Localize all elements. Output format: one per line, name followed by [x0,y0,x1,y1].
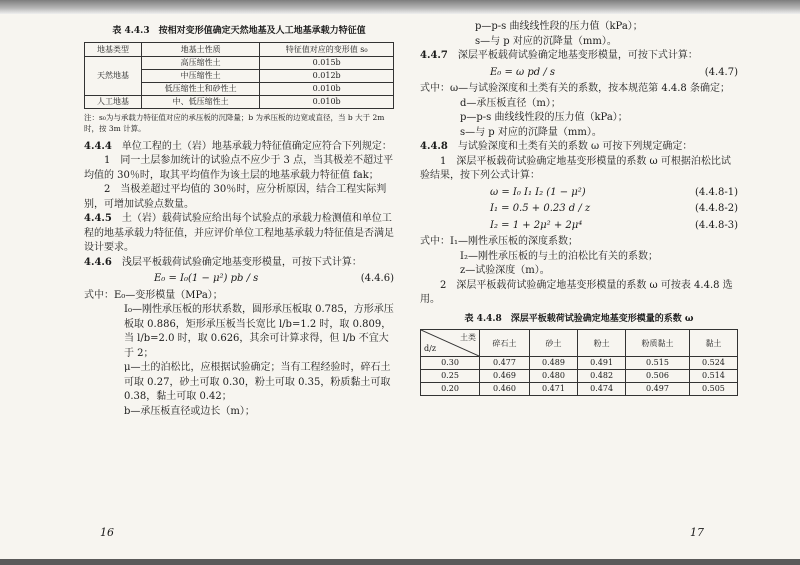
clause-number: 4.4.7 [420,50,448,61]
definition-p: p—p-s 曲线线性段的压力值（kPa）； [475,21,643,32]
definition-s2: s—与 p 对应的沉降量（mm）。 [460,126,602,138]
table-cell: 0.469 [480,370,530,383]
table-443 [84,42,394,109]
equation-446 [84,272,394,287]
table-cell: 0.20 [421,383,480,396]
clause-444-item-2: 2 当极差超过平均值的 30％时，应分析原因，结合工程实际判别，可增加试验点数量。 [84,184,387,210]
diagonal-header-cell [421,330,480,357]
equation-number: (4.4.8-1) [695,186,738,198]
clause-444-text: 单位工程的土（岩）地基承载力特征值确定应符合下列规定： [121,140,392,152]
clause-447-text: 深层平板载荷试验确定地基变形模量，可按下式计算： [457,50,698,61]
table-row [421,357,738,370]
equation-number: (4.4.7) [704,66,738,78]
table-header: 砂土 [529,330,577,357]
table-cell: 0.012b [260,69,394,82]
right-page [420,20,738,540]
table-443-caption: 表 4.4.3 按相对变形值确定天然地基及人工地基承载力特征值 [112,26,366,36]
definition-E0: 式中：E₀—变形模量（MPa）； [84,289,223,301]
equation-body: E₀ = ω pd / s [490,66,556,78]
equation-447 [420,66,738,81]
table-cell: 0.514 [689,370,737,383]
table-cell: 0.010b [260,95,394,108]
table-row [85,95,394,108]
table-cell: 0.474 [578,383,626,396]
table-header: 特征值对应的变形值 s₀ [260,42,394,56]
scan-shadow-top [0,0,800,14]
table-row [421,370,738,383]
definition-omega: 式中：ω—与试验深度和土类有关的系数，按本规范第 4.4.8 条确定； [420,83,730,94]
clause-444-item-1: 1 同一土层参加统计的试验点不应少于 3 点，当其极差不超过平均值的 30％时，取其平均值作为该土层的地基承载力特征值 fak； [84,155,394,181]
definition-d: d—承压板直径（m）； [460,97,561,109]
definition-p2: p—p-s 曲线线性段的压力值（kPa）； [460,112,628,123]
equation-body: ω = I₀ I₁ I₂ (1 − μ²) [490,186,586,198]
table-cell: 0.515 [626,357,690,370]
clause-445-text: 土（岩）载荷试验应给出每个试验点的承载力检测值和单位工程的地基承载力特征值，并应评价单位工程地基承载力特征值是否满足设计要求。 [84,213,394,253]
table-cell: 0.482 [578,370,626,383]
clause-number: 4.4.6 [84,256,112,268]
table-cell: 0.506 [626,370,690,383]
table-cell: 0.25 [421,370,480,383]
table-header: 碎石土 [480,330,530,357]
table-cell: 高压缩性土 [141,56,259,69]
table-cell: 中、低压缩性土 [141,95,259,108]
table-cell: 0.010b [260,82,394,95]
equation-body: I₂ = 1 + 2μ² + 2μ⁴ [490,219,583,231]
equation-number: (4.4.8-3) [695,219,738,231]
clause-448-text: 与试验深度和土类有关的系数 ω 可按下列规定确定： [457,141,693,152]
definition-I2: I₂—刚性承压板的与土的泊松比有关的系数； [460,250,658,262]
table-row [85,56,394,69]
table-cell: 0.471 [529,383,577,396]
clause-448-item-2: 2 深层平板载荷试验确定地基变形模量的系数 ω 可按表 4.4.8 选用。 [420,279,733,305]
definition-z: z—试验深度（m）。 [460,265,550,276]
table-443-note: 注：s₀为与承载力特征值对应的承压板的沉降量；b 为承压板的边宽或直径，当 b 大于 2m 时，按 3m 计算。 [84,112,385,133]
clause-number: 4.4.5 [84,213,112,224]
clause-448-item-1: 1 深层平板载荷试验确定地基变形模量的系数 ω 可根据泊松比试验结果，按下列公式计算： [420,155,731,181]
table-cell: 0.497 [626,383,690,396]
table-cell: 0.30 [421,357,480,370]
equation-body: I₁ = 0.5 + 0.23 d / z [490,203,591,214]
table-cell: 0.524 [689,357,737,370]
definition-b: b—承压板直径或边长（m）； [124,405,255,417]
table-header: 粉质黏土 [626,330,690,357]
definition-I0: I₀—刚性承压板的形状系数，圆形承压板取 0.785，方形承压板取 0.886，矩形承压板当长宽比 l/b=1.2 时，取 0.809，当 l/b=2.0 时，取 0.626，其余可计算求得，但 l/b 不宜大于 2； [124,304,394,359]
clause-number: 4.4.8 [420,141,448,152]
table-header: 地基土性质 [141,42,259,56]
table-cell: 0.505 [689,383,737,396]
table-cell: 0.477 [480,357,530,370]
table-header: 粉土 [578,330,626,357]
table-cell: 0.489 [529,357,577,370]
definition-mu: μ—土的泊松比，应根据试验确定；当有工程经验时，碎石土可取 0.27，砂土可取 0.30，粉土可取 0.35，粉质黏土可取 0.38，黏土可取 0.42； [124,362,391,402]
page-number-left: 16 [100,526,114,539]
equation-448-1 [420,186,738,201]
table-cell: 天然地基 [85,56,142,95]
table-cell: 中压缩性土 [141,69,259,82]
table-cell: 0.015b [260,56,394,69]
clause-number: 4.4.4 [84,140,112,152]
table-row [421,383,738,396]
table-cell: 0.491 [578,357,626,370]
page-number-right: 17 [690,526,704,539]
definition-s: s—与 p 对应的沉降量（mm）。 [475,35,617,47]
equation-448-3 [420,219,738,234]
table-cell: 0.480 [529,370,577,383]
equation-body: E₀ = I₀(1 − μ²) pb / s [154,273,259,284]
equation-number: (4.4.8-2) [695,203,738,214]
table-cell: 0.460 [480,383,530,396]
table-448 [420,329,738,396]
clause-446-text: 浅层平板载荷试验确定地基变形模量，可按下式计算： [121,256,362,268]
definition-I1: 式中：I₁—刚性承压板的深度系数； [420,236,578,247]
table-448-caption: 表 4.4.8 深层平板载荷试验确定地基变形模量的系数 ω [464,313,694,324]
table-header: 地基类型 [85,42,142,56]
diagonal-bottom-label: d/z [424,344,437,353]
equation-448-2 [420,202,738,217]
table-cell: 低压缩性土和砂性土 [141,82,259,95]
equation-number: (4.4.6) [360,273,394,284]
table-header: 黏土 [689,330,737,357]
table-cell: 人工地基 [85,95,142,108]
diagonal-top-label: 土类 [460,333,476,342]
left-page [84,20,394,540]
scan-shadow-bottom [0,559,800,565]
